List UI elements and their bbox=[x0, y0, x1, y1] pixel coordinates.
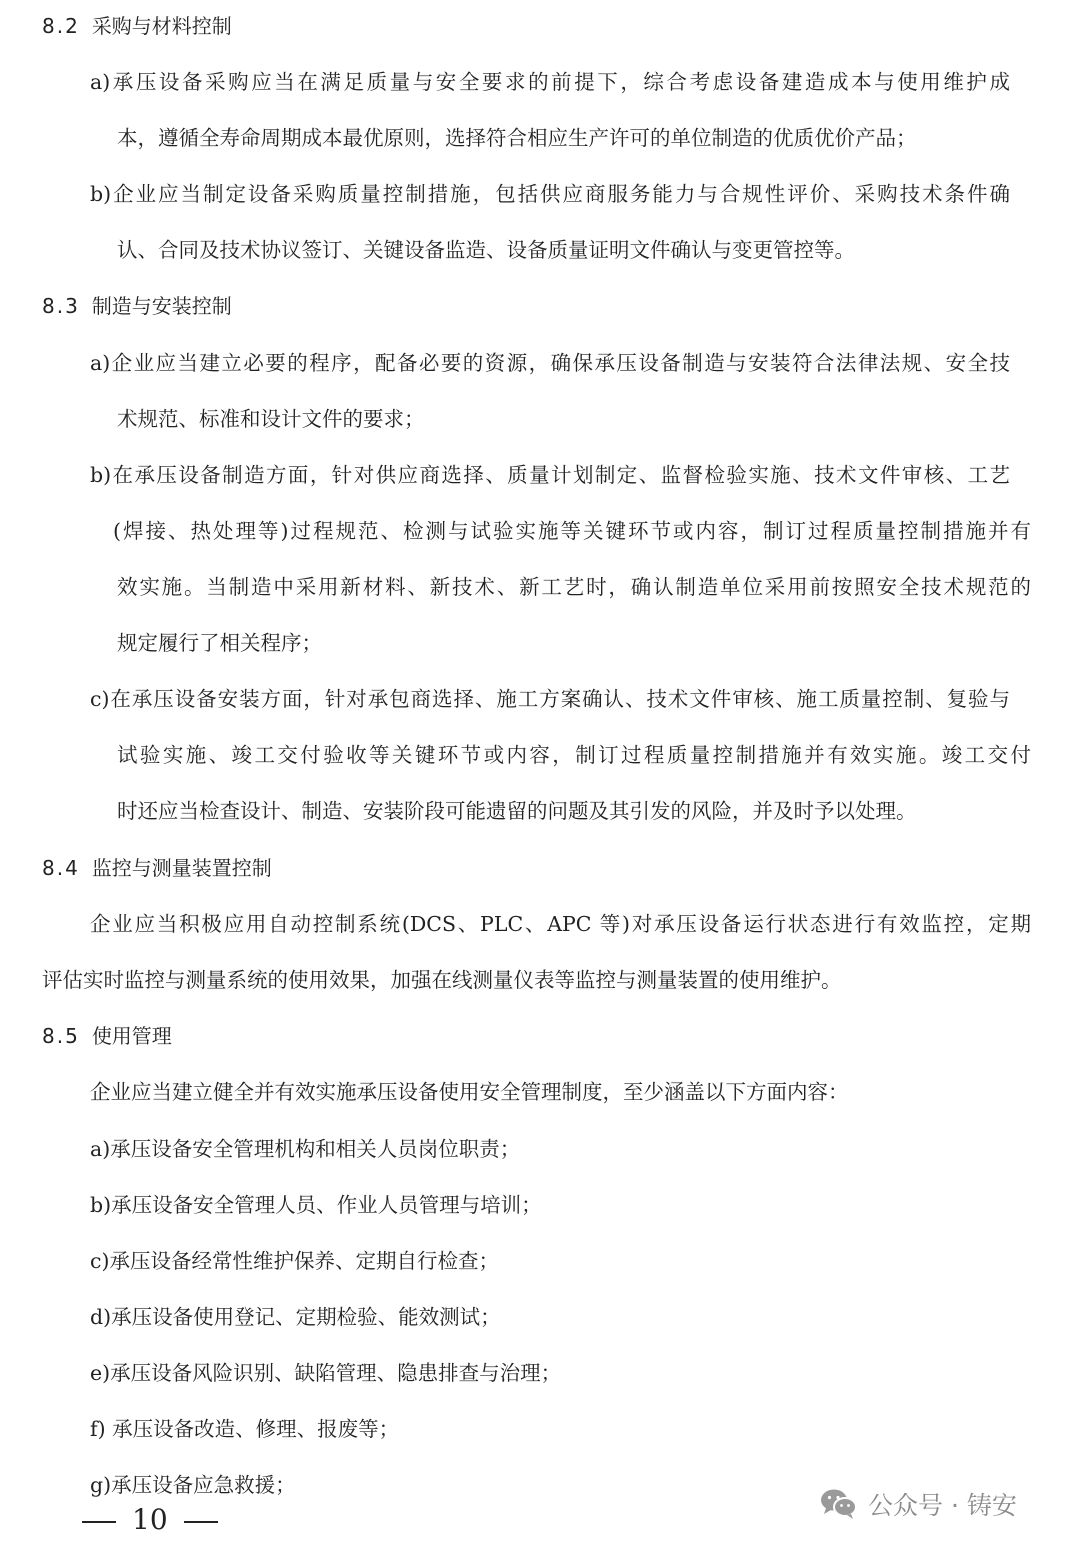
section-heading-8-3 bbox=[42, 292, 232, 320]
list-item: b)承压设备安全管理人员、作业人员管理与培训； bbox=[90, 1193, 542, 1217]
list-item: g)承压设备应急救援； bbox=[90, 1473, 296, 1497]
footer-dash-left bbox=[82, 1521, 116, 1523]
paragraph-line: 认、合同及技术协议签订、关键设备监造、设备质量证明文件确认与变更管控等。 bbox=[117, 238, 855, 262]
section-title: 制造与安装控制 bbox=[91, 294, 232, 318]
paragraph-line: 评估实时监控与测量系统的使用效果，加强在线测量仪表等监控与测量装置的使用维护。 bbox=[42, 968, 842, 992]
section-number: 8.3 bbox=[42, 294, 80, 318]
paragraph-line: 企业应当积极应用自动控制系统(DCS、PLC、APC 等)对承压设备运行状态进行有效监控，定期 bbox=[90, 912, 1031, 936]
watermark-text: 公众号 · 铸安 bbox=[868, 1491, 1017, 1520]
paragraph-line: 企业应当建立健全并有效实施承压设备使用安全管理制度，至少涵盖以下方面内容： bbox=[90, 1080, 849, 1104]
paragraph-line: c)在承压设备安装方面，针对承包商选择、施工方案确认、技术文件审核、施工质量控制、复验与 bbox=[90, 687, 1010, 711]
paragraph-line: b)企业应当制定设备采购质量控制措施，包括供应商服务能力与合规性评价、采购技术条件确 bbox=[90, 182, 1010, 206]
section-title: 使用管理 bbox=[91, 1024, 172, 1048]
paragraph-line: a)承压设备采购应当在满足质量与安全要求的前提下，综合考虑设备建造成本与使用维护成 bbox=[90, 70, 1010, 94]
watermark bbox=[820, 1484, 1017, 1524]
list-item: d)承压设备使用登记、定期检验、能效测试； bbox=[90, 1305, 501, 1329]
section-number: 8.2 bbox=[42, 14, 80, 38]
paragraph-line: 试验实施、竣工交付验收等关键环节或内容，制订过程质量控制措施并有效实施。竣工交付 bbox=[117, 743, 1031, 767]
list-item: a)承压设备安全管理机构和相关人员岗位职责； bbox=[90, 1137, 521, 1161]
list-item: f) 承压设备改造、修理、报废等； bbox=[90, 1417, 400, 1441]
paragraph-line: 规定履行了相关程序； bbox=[117, 631, 322, 655]
section-heading-8-2 bbox=[42, 12, 232, 40]
paragraph-line: 本，遵循全寿命周期成本最优原则，选择符合相应生产许可的单位制造的优质优价产品； bbox=[117, 126, 917, 150]
list-item: e)承压设备风险识别、缺陷管理、隐患排查与治理； bbox=[90, 1361, 562, 1385]
section-title: 监控与测量装置控制 bbox=[91, 856, 272, 880]
paragraph-line: (焊接、热处理等)过程规范、检测与试验实施等关键环节或内容，制订过程质量控制措施并有 bbox=[113, 519, 1031, 543]
wechat-icon bbox=[820, 1488, 858, 1520]
paragraph-line: 时还应当检查设计、制造、安装阶段可能遗留的问题及其引发的风险，并及时予以处理。 bbox=[117, 799, 917, 823]
section-heading-8-5 bbox=[42, 1022, 172, 1050]
section-number: 8.5 bbox=[42, 1024, 80, 1048]
paragraph-line: 术规范、标准和设计文件的要求； bbox=[117, 407, 425, 431]
paragraph-line: a)企业应当建立必要的程序，配备必要的资源，确保承压设备制造与安装符合法律法规、安全技 bbox=[90, 351, 1010, 375]
list-item: c)承压设备经常性维护保养、定期自行检查； bbox=[90, 1249, 499, 1273]
page-number: 10 bbox=[132, 1503, 168, 1536]
paragraph-line: b)在承压设备制造方面，针对供应商选择、质量计划制定、监督检验实施、技术文件审核、工艺 bbox=[90, 463, 1010, 487]
paragraph-line: 效实施。当制造中采用新材料、新技术、新工艺时，确认制造单位采用前按照安全技术规范的 bbox=[117, 575, 1031, 599]
section-title: 采购与材料控制 bbox=[91, 14, 232, 38]
section-number: 8.4 bbox=[42, 856, 80, 880]
section-heading-8-4 bbox=[42, 854, 272, 882]
page-footer bbox=[82, 1503, 218, 1537]
footer-dash-right bbox=[184, 1521, 218, 1523]
